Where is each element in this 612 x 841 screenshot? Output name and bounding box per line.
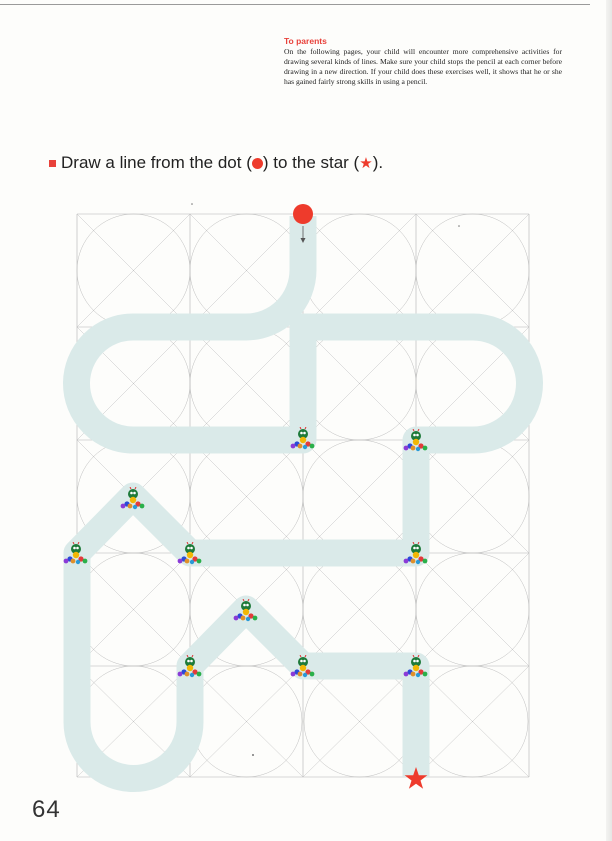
page-number: 64 <box>32 796 61 823</box>
instruction-text-3: ). <box>372 153 384 172</box>
start-dot-icon[interactable] <box>293 204 313 224</box>
parents-note-title: To parents <box>284 36 327 46</box>
instruction-star-icon: ★ <box>359 155 373 172</box>
instruction-text-2: ) to the star ( <box>262 153 360 172</box>
parents-note-body: On the following pages, your child will encounter more comprehensive activities for drawing several kinds of lines. Make sure your child stops the pencil at each corner before drawing in a new direction. If your child does these exercises well, it shows that he or she has gained fairly strong skills in using a pencil. <box>284 47 562 86</box>
instruction-text-1: Draw a line from the dot ( <box>61 153 252 172</box>
